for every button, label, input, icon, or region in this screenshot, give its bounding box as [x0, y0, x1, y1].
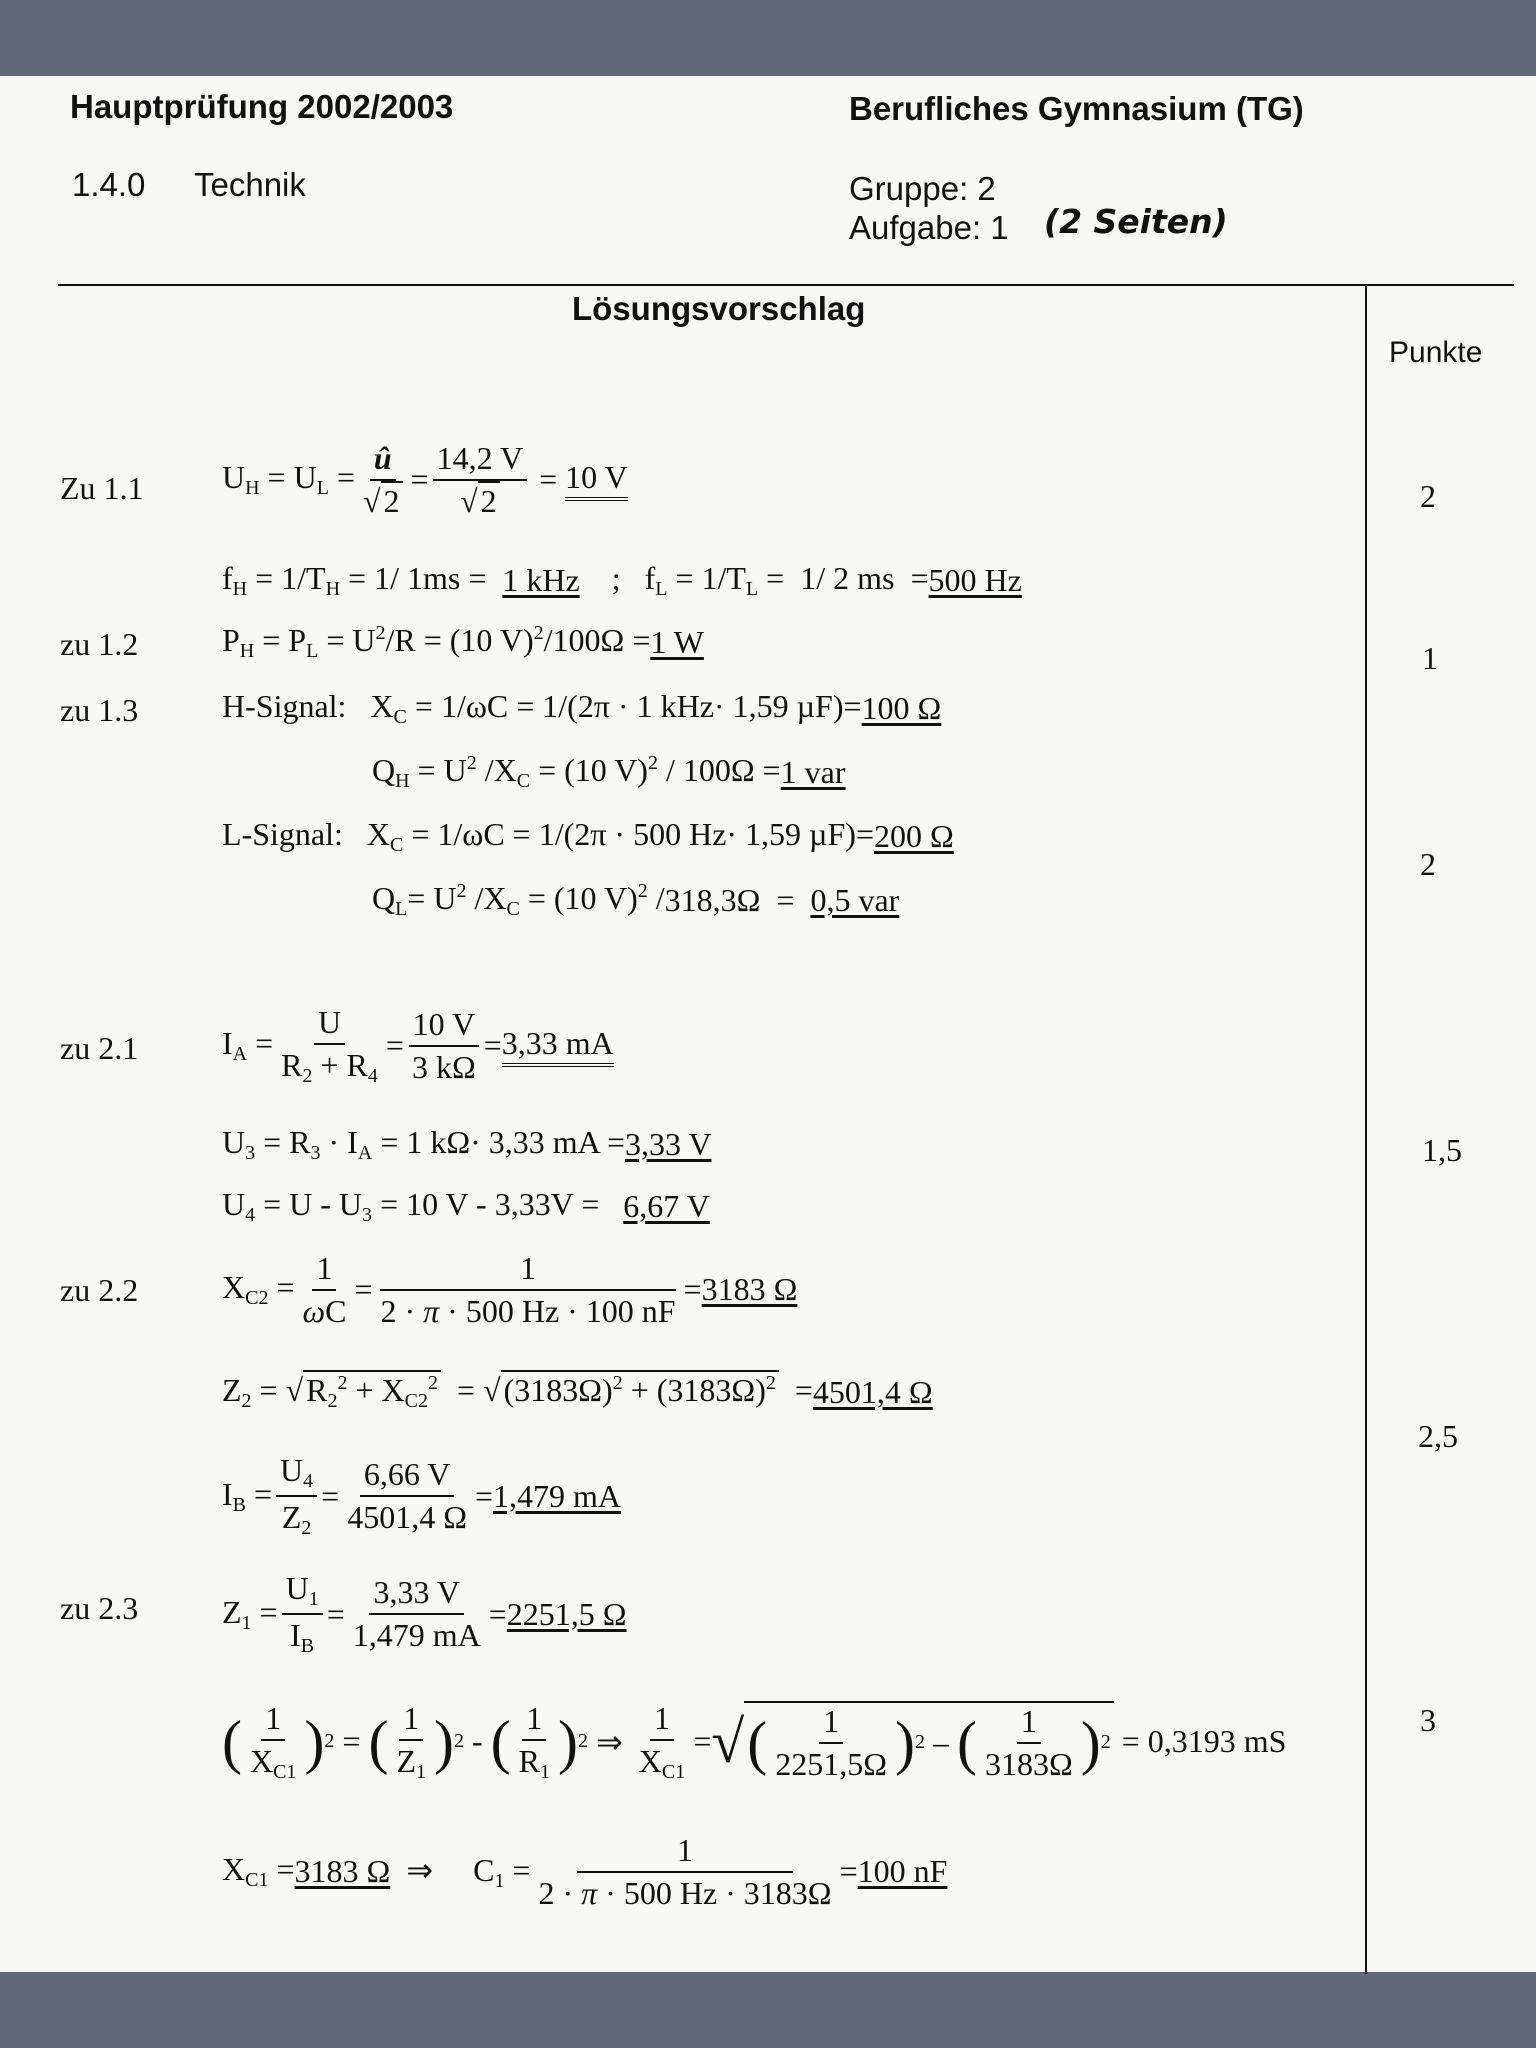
equation-ia: $I_A$ = $\frac{U}{R_2 + R_4}$ = $\frac{10 V}{3 k\Omega}$ = 3,33 mA — [222, 1004, 614, 1087]
school-name: Berufliches Gymnasium (TG) — [849, 90, 1304, 127]
section-2-1: zu 2.1 — [60, 1030, 139, 1066]
scan-border-top — [0, 0, 1536, 76]
equation-ib: $I_B$ = $\frac{U_4}{Z_2}$ = $\frac{6,66 V}{4501,4 \Omega}$ = 1,479 mA — [222, 1452, 622, 1539]
equation-xc2: $X_{C2}$ = $\frac{1}{\omega C}$ = $\frac{1}{2 \cdot \pi \cdot 500 Hz \cdot 100 nF}$ = 3183 Ω — [222, 1250, 798, 1329]
equation-power: $P_H = P_L = U^2/R = (10$ V)$^2$/100Ω = 1 W — [222, 622, 704, 662]
points-1-2: 1 — [1422, 640, 1438, 676]
equation-qh: $Q_H = U^2$ $/X_C = (10$ V)$^2$ / 100Ω = 1 var — [372, 752, 846, 792]
solution-title: Lösungsvorschlag — [572, 290, 866, 327]
equation-u4: $U_4 = U - U_3 = 10$ V - 3,33V = 6,67 V — [222, 1186, 710, 1226]
subject-code: 1.4.0 — [72, 166, 146, 203]
task-label: Aufgabe: 1 — [849, 209, 1009, 246]
handwritten-note: (2 Seiten) — [1044, 202, 1228, 241]
points-2-1: 1,5 — [1422, 1132, 1462, 1168]
equation-z2: $Z_2 = √R_2^2 + X_{C2}^2 = √(3183\Omega)^2 + (3183\Omega)^2$ = 4501,4 Ω — [222, 1372, 933, 1412]
points-1-1: 2 — [1420, 478, 1436, 514]
equation-xc-l: L-Signal: $X_C = 1/\omega C = 1/(2\pi \cdot 500$ Hz· 1,59 µF)= 200 Ω — [222, 816, 954, 856]
group-label: Gruppe: 2 — [849, 170, 996, 207]
points-column-divider — [1365, 284, 1367, 1974]
equation-xc-h: H-Signal: $X_C = 1/\omega C = 1/(2\pi \cdot 1$ kHz· 1,59 µF)= 100 Ω — [222, 688, 942, 728]
equation-z1: $Z_1$ = $\frac{U_1}{I_B}$ = $\frac{3,33 V}{1,479 mA}$ = 2251,5 Ω — [222, 1570, 627, 1657]
header-divider — [58, 284, 1514, 286]
points-2-2: 2,5 — [1418, 1418, 1458, 1454]
section-1-3: zu 1.3 — [60, 692, 139, 728]
equation-c1: $X_{C1}$ = 3183 Ω ⇒ $C_1$ = $\frac{1}{2 \cdot \pi \cdot 500 Hz \cdot 3183\Omega}$ = 100 nF — [222, 1832, 948, 1911]
section-1-1: Zu 1.1 — [60, 470, 144, 506]
result-voltage: 10 V — [565, 459, 628, 501]
section-2-3: zu 2.3 — [60, 1590, 139, 1626]
section-2-2: zu 2.2 — [60, 1272, 139, 1308]
equation-voltage: $U_H = U_L$ = $\frac{û}{√2}$ = $\frac{14,2 V}{√2}$ = 10 V — [222, 440, 628, 519]
points-2-3: 3 — [1420, 1702, 1436, 1738]
section-1-2: zu 1.2 — [60, 626, 139, 662]
points-header: Punkte — [1389, 336, 1483, 369]
scan-border-bottom — [0, 1972, 1536, 2048]
equation-ql: $Q_L= U^2$ $/X_C = (10$ V)$^2$ / 318,3Ω = 0,5 var — [372, 880, 900, 920]
equation-xc1-conductance: ( $\frac{1}{X_{C1}}$ ) 2 = ( $\frac{1}{Z_1}$ ) 2 - ( $\frac{1}{R_1}$ ) 2 ⇒ $\frac{1}{X_{C1}}$ = √ ( $\frac{1}{2251,5\Omega}$ ) 2 – ( $\frac{1}{3183\Omega}$ ) 2 = 0,3193 mS — [222, 1700, 1287, 1783]
equation-u3: $U_3 = R_3 \cdot I_A = 1$ kΩ· 3,33 mA = 3,33 V — [222, 1124, 712, 1164]
points-1-3: 2 — [1420, 846, 1436, 882]
exam-title: Hauptprüfung 2002/2003 — [70, 88, 454, 125]
subject-name: Technik — [194, 166, 306, 203]
equation-frequency: $f_H = 1/T_H = 1/$ 1ms = 1 kHz ; $f_L = 1/T_L = 1/$ 2 ms = 500 Hz — [222, 560, 1022, 600]
